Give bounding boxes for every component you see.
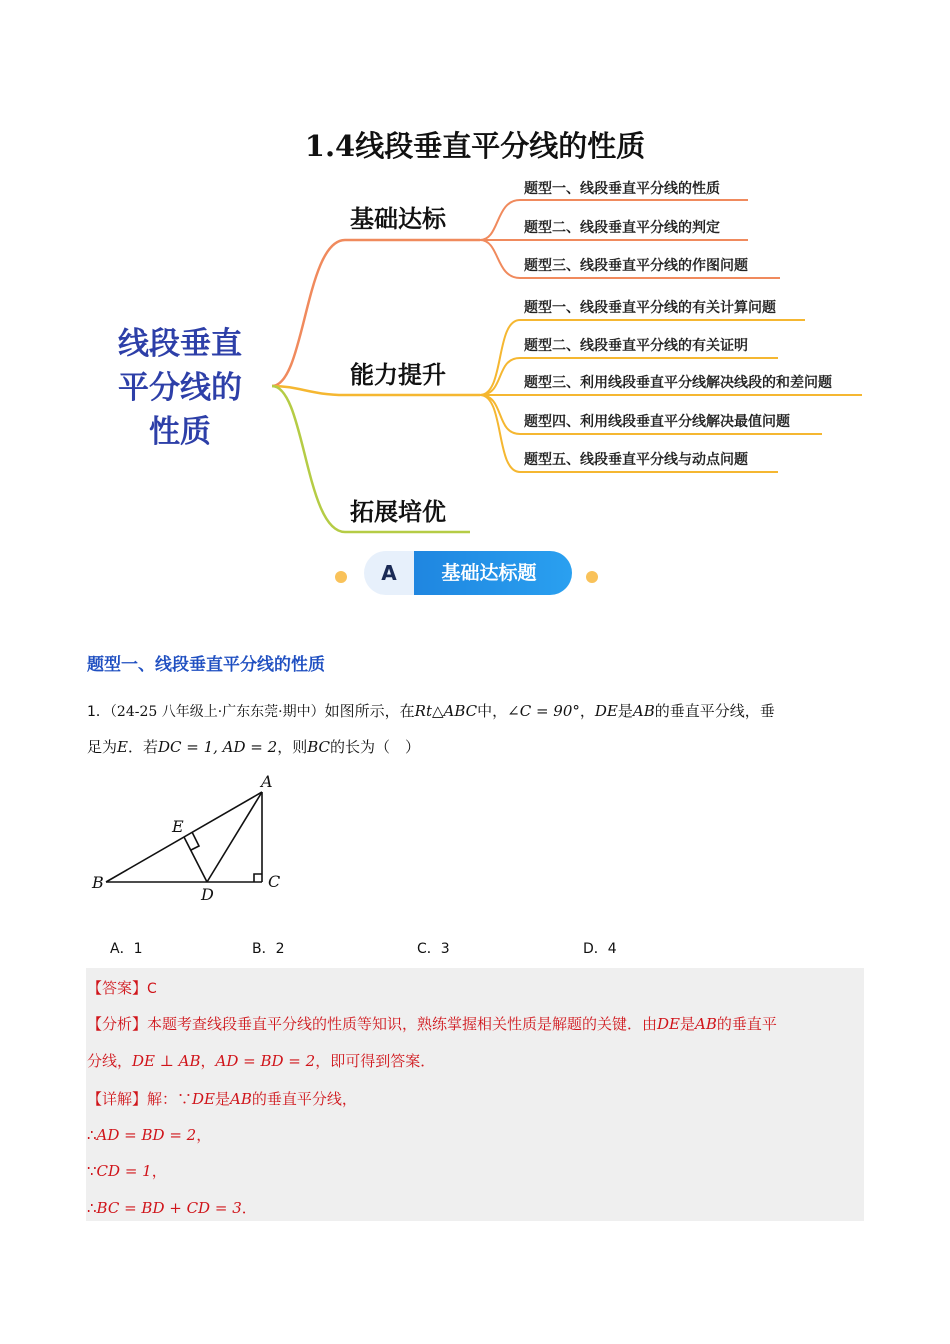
math-expr: ∠C = 90° — [507, 702, 580, 720]
analysis-tag: 【分析】 — [87, 1015, 148, 1033]
analysis-text: 的垂直平 — [716, 1015, 777, 1033]
mindmap-leaf: 题型二、线段垂直平分线的有关证明 — [524, 338, 748, 354]
mindmap-leaf: 题型三、利用线段垂直平分线解决线段的和差问题 — [524, 375, 832, 391]
detail-step-3 — [87, 1160, 167, 1182]
label-point-d: D — [201, 885, 214, 904]
math-expr: AB — [632, 702, 655, 720]
analysis-line-1 — [87, 1013, 777, 1035]
right-angle-e — [191, 832, 199, 850]
analysis-text: 本题考查线段垂直平分线的性质等知识，熟练掌握相关性质是解题的关键．由 — [147, 1015, 658, 1033]
choice-d[interactable]: D．4 — [583, 941, 617, 957]
question-source: （24-25 八年级上·广东东莞·期中） — [109, 704, 325, 720]
answer-tag: 【答案】 — [87, 979, 148, 997]
choice-c[interactable]: C．3 — [417, 941, 450, 957]
label-point-e: E — [172, 817, 184, 836]
analysis-text: ，即可得到答案． — [315, 1052, 436, 1070]
detail-tag: 【详解】 — [87, 1090, 148, 1108]
math-expr: AD = BD = 2 — [96, 1126, 197, 1144]
math-expr: CD = 1 — [96, 1162, 152, 1180]
question-text: ，则 — [277, 738, 308, 756]
math-expr: DE — [657, 1015, 681, 1033]
mindmap-center — [100, 322, 260, 454]
question-text: ， — [579, 702, 595, 720]
segment-ad — [207, 792, 262, 882]
label-point-c: C — [268, 872, 281, 891]
answer-value: C — [147, 981, 157, 997]
math-expr: DC = 1, AD = 2 — [157, 738, 278, 756]
mindmap-leaf: 题型四、利用线段垂直平分线解决最值问题 — [524, 414, 790, 430]
mindmap-center-line: 线段垂直 — [118, 326, 242, 362]
therefore-symbol: ∴ — [87, 1199, 97, 1217]
mindmap-center-line: 平分线的 — [118, 370, 242, 406]
section-banner — [364, 551, 572, 595]
right-angle-c — [254, 874, 262, 882]
mindmap-leaf: 题型一、线段垂直平分线的性质 — [524, 181, 720, 197]
question-text: 是 — [617, 702, 633, 720]
math-expr: AB — [695, 1015, 717, 1033]
math-expr: DE — [594, 702, 618, 720]
question-number: 1． — [87, 704, 110, 720]
math-expr: Rt△ABC — [414, 702, 478, 720]
detail-step-4 — [87, 1197, 257, 1219]
detail-text: ， — [151, 1162, 167, 1180]
mindmap-branch-extension: 拓展培优 — [350, 498, 446, 526]
math-expr: AD = BD = 2 — [215, 1052, 316, 1070]
mindmap-leaf: 题型一、线段垂直平分线的有关计算问题 — [524, 300, 776, 316]
mindmap-leaf: 题型二、线段垂直平分线的判定 — [524, 220, 720, 236]
mindmap-branch-ability: 能力提升 — [350, 361, 446, 389]
triangle-figure — [88, 770, 298, 910]
math-expr: BC = BD + CD = 3 — [96, 1199, 242, 1217]
analysis-text: 分线， — [87, 1052, 133, 1070]
question-line-1 — [87, 694, 775, 729]
because-symbol: ∵ — [87, 1162, 97, 1180]
detail-text: ． — [241, 1199, 257, 1217]
mindmap-leaf: 题型五、线段垂直平分线与动点问题 — [524, 452, 748, 468]
label-point-a: A — [261, 772, 273, 791]
segment-de — [184, 837, 207, 882]
question-text: 足为 — [87, 738, 118, 756]
mindmap-leaf: 题型三、线段垂直平分线的作图问题 — [524, 258, 748, 274]
math-expr: DE ⊥ AB — [132, 1052, 201, 1070]
mindmap-branch-basic: 基础达标 — [350, 205, 446, 233]
question-text: 的垂直平分线，垂 — [654, 702, 775, 720]
choice-b[interactable]: B．2 — [252, 941, 285, 957]
question-text: 的长为（ ） — [329, 738, 420, 756]
label-point-b: B — [92, 873, 104, 892]
analysis-text: ， — [200, 1052, 216, 1070]
analysis-line-2 — [87, 1050, 435, 1072]
mindmap-connectors — [0, 0, 950, 560]
question-text: 如图所示，在 — [324, 702, 415, 720]
detail-text: 的垂直平分线， — [251, 1090, 357, 1108]
detail-line-1 — [87, 1088, 357, 1110]
question-line-2 — [87, 730, 420, 764]
math-expr: AB — [230, 1090, 252, 1108]
section-heading: 题型一、线段垂直平分线的性质 — [87, 655, 325, 675]
math-expr: DE — [192, 1090, 216, 1108]
banner-label: 基础达标题 — [441, 562, 537, 584]
detail-text: 解：∵ — [147, 1090, 193, 1108]
question-text: 中， — [477, 702, 508, 720]
banner-letter: A — [381, 561, 397, 585]
page-title: 1.4线段垂直平分线的性质 — [304, 129, 646, 163]
answer-line — [87, 977, 157, 1000]
mindmap-center-line: 性质 — [149, 414, 211, 450]
math-expr: E — [117, 738, 128, 756]
detail-text: ， — [196, 1126, 212, 1144]
therefore-symbol: ∴ — [87, 1126, 97, 1144]
question-text: ．若 — [127, 738, 158, 756]
math-expr: BC — [307, 738, 330, 756]
detail-text: 是 — [215, 1090, 231, 1108]
analysis-text: 是 — [680, 1015, 696, 1033]
choice-a[interactable]: A．1 — [110, 941, 143, 957]
detail-step-2 — [87, 1124, 211, 1146]
